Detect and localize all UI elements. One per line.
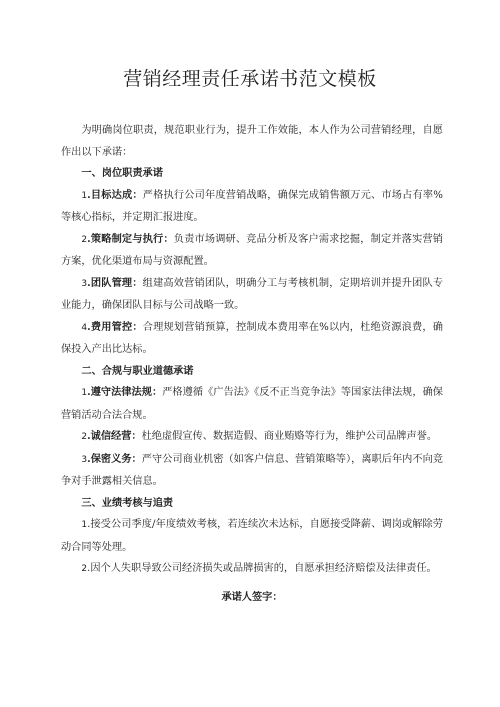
item-number: 4: [81, 322, 88, 333]
list-item: [61, 317, 443, 361]
section-heading: 一、岗位职责承诺: [81, 167, 163, 179]
list-item: [61, 273, 443, 317]
item-text: 严格执行公司年度营销战略，确保完成销售额万元、市场占有率%等核心指标，并定期汇报进度。: [61, 189, 443, 223]
list-item: [61, 229, 443, 273]
document-title: 营销经理责任承诺书范文模板: [123, 68, 377, 90]
list-item: [61, 514, 443, 558]
item-number: 2: [81, 234, 88, 245]
item-text: 严守公司商业机密（如客户信息、营销策略等），离职后年内不向竞争对手泄露相关信息。: [61, 453, 443, 487]
item-text: .因个人失职导致公司经济损失或品牌损害的，自愿承担经济赔偿及法律责任。: [87, 563, 437, 574]
item-number: 3: [81, 454, 88, 465]
item-lead: .团队管理：: [87, 276, 143, 289]
item-lead: .遵守法律法规：: [87, 386, 163, 398]
item-text: 负责市场调研、竞品分析及客户需求挖掘，制定并落实营销方案，优化渠道布局与资源配置。: [61, 233, 443, 267]
item-lead: .费用管控：: [87, 320, 143, 333]
item-lead: .目标达成：: [87, 188, 143, 201]
intro-paragraph: 为明确岗位职责，规范职业行为，提升工作效能，本人作为公司营销经理，自愿作出以下承诺：: [61, 125, 443, 158]
item-number: 2: [81, 564, 88, 574]
item-number: 1: [81, 190, 88, 201]
list-item: [61, 382, 443, 426]
item-lead: .诚信经营：: [87, 430, 142, 442]
item-lead: .保密义务：: [87, 452, 142, 465]
item-text: 合理规划营销预算，控制成本费用率在%以内，杜绝资源浪费，确保投入产出比达标。: [61, 321, 443, 355]
item-number: 1: [81, 388, 88, 398]
item-number: 1: [81, 520, 88, 530]
item-number: 3: [81, 278, 88, 289]
item-lead: .策略制定与执行：: [87, 232, 174, 245]
section-heading: 二、合规与职业道德承诺: [81, 364, 194, 377]
item-number: 2: [81, 432, 88, 442]
item-text: 杜绝虚假宣传、数据造假、商业贿赂等行为，维护公司品牌声誉。: [141, 431, 438, 442]
item-text: 组建高效营销团队，明确分工与考核机制，定期培训并提升团队专业能力，确保团队目标与公司战略一致。: [61, 277, 444, 311]
signature-label: 承诺人签字：: [221, 590, 283, 603]
list-item: [61, 426, 443, 449]
list-item: [61, 449, 443, 493]
document-body: [61, 120, 443, 608]
list-item: [61, 558, 443, 581]
item-text: 严格遵循《广告法》《反不正当竞争法》等国家法律法规，确保营销活动合法合规。: [61, 387, 443, 421]
section-heading: 三、业绩考核与追责: [81, 496, 174, 509]
item-text: .接受公司季度/年度绩效考核，若连续次未达标，自愿接受降薪、调岗或解除劳动合同等处理。: [61, 519, 443, 553]
list-item: [61, 185, 443, 229]
